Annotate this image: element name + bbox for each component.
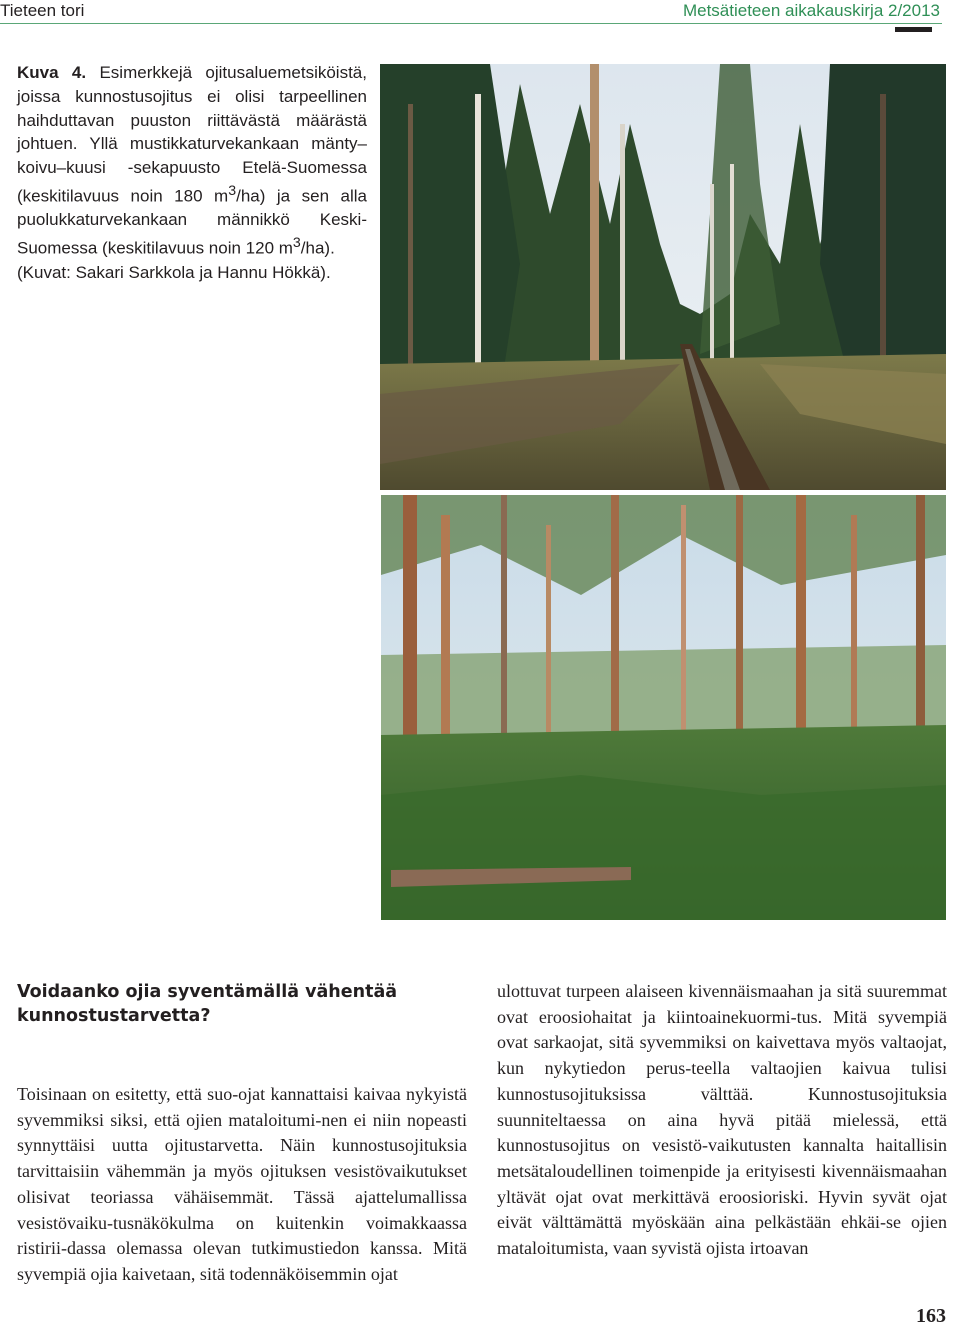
caption-text-1: Esimerkkejä ojitusaluemetsiköistä, joissa kunnostusojitus ei olisi tarpeellinen haihduttavan puuston riittävästä määrästä johtuen. Yllä mustikkaturvekankaan mänty–koivu–kuusi -sekapuusto Etelä-Suomessa (keskitilavuus noin 180 m [17,63,367,206]
caption-text-2: /ha) ja sen alla puolukkaturvekankaan männikkö Keski-Suomessa (keskitilavuus noin 120 m [17,186,367,258]
caption-sup-2: 3 [292,235,301,252]
body-column-right [497,979,947,1262]
body-paragraph-right: ulottuvat turpeen alaiseen kivennäismaahan ja sitä suuremmat ovat eroosiohaitat ja kiintoainekuormi-tus. Mitä syvempiä ovat sarkaojat, sitä syvemmiksi on kaivettava myös valtaojat, kun nykytiedon perus-teella valtaojien kaivua tulisi kunnostusojituksissa välttää. Kunnostusojituksia suunniteltaessa on aina hyvä pitää mielessä, että kunnostusojitus on vesistö-vaikutusten kannalta haitallisin metsätaloudellinen toimenpide ja erityisesti kivennäismaahan yltävät ojat ovat merkittävä eroosioriski. Hyvin syvät ojat eivät välttämättä myöskään aina pelkästään ehkäi-se ojien mataloitumista, vaan syvistä ojista irtoavan [497,981,947,1259]
page-number: 163 [916,1305,946,1327]
photo-credit: (Kuvat: Sakari Sarkkola ja Hannu Hökkä). [17,262,331,282]
figure-label: Kuva 4. [17,63,87,82]
caption-text-3: /ha). [300,238,335,258]
caption-sup-1: 3 [228,182,237,199]
pine-stand-photo [381,495,946,920]
section-heading: Voidaanko ojia syventämällä vähentää kunnostustarvetta? [17,982,398,1026]
running-head-journal: Metsätieteen aikakauskirja 2/2013 [682,1,940,20]
running-head-section: Tieteen tori [0,1,85,20]
header-marker-block [895,27,932,32]
body-column-left [17,1082,467,1288]
forest-ditch-photo [380,64,946,490]
header-divider [0,23,942,24]
body-paragraph-left: Toisinaan on esitetty, että suo-ojat kannattaisi kaivaa nykyistä syvemmiksi siksi, että ojien mataloitumi-nen ei niin nopeasti synnyttäisi uutta ojitustarvetta. Näin kunnostusojituksia tarvittaisiin vähemmän ja myös ojituksen vesistövaikutukset olisivat teoriassa vähäisemmät. Tässä ajattelumallissa vesistövaiku-tusnäkökulma on kuitenkin voimakkaassa ristirii-dassa olemassa olevan tutkimustiedon kanssa. Mitä syvempiä ojia kaivetaan, sitä todennäköisemmin ojat [17,1084,467,1284]
figure-caption [17,61,367,284]
